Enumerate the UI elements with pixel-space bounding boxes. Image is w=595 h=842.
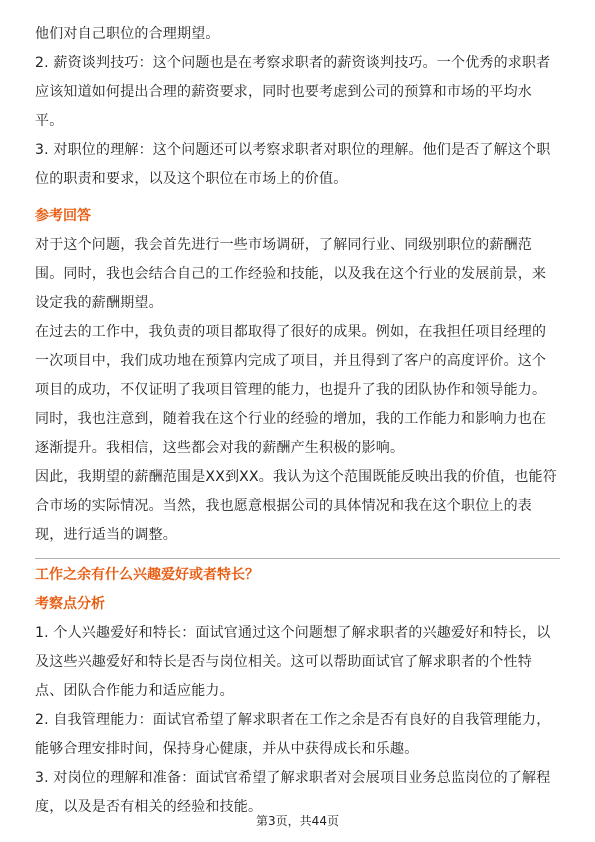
- question-title: 工作之余有什么兴趣爱好或者特长？: [35, 567, 259, 583]
- paragraph: 对于这个问题，我会首先进行一些市场调研，了解同行业、同级别职位的薪酬范围。同时，我也会结合自己的工作经验和技能，以及我在这个行业的发展前景，来设定我的薪酬期望。: [35, 237, 547, 311]
- analysis-heading: 考察点分析: [35, 596, 105, 612]
- paragraph: 3. 对岗位的理解和准备：面试官希望了解求职者对会展项目业务总监岗位的了解程度，以及是否有相关的经验和技能。: [35, 770, 551, 815]
- paragraph: 在过去的工作中，我负责的项目都取得了很好的成果。例如，在我担任项目经理的一次项目中，我们成功地在预算内完成了项目，并且得到了客户的高度评价。这个项目的成功，不仅证明了我项目管理的能力，也提升了我的团队协作和领导能力。同时，我也注意到，随着我在这个行业的经验的增加，我的工作能力和影响力也在逐渐提升。我相信，这些都会对我的薪酬产生积极的影响。: [35, 324, 547, 456]
- paragraph: 3. 对职位的理解：这个问题还可以考察求职者对职位的理解。他们是否了解这个职位的职责和要求，以及这个职位在市场上的价值。: [35, 142, 551, 187]
- reference-answer-body: [35, 231, 560, 550]
- paragraph: 2. 自我管理能力：面试官希望了解求职者在工作之余是否有良好的自我管理能力，能够合理安排时间，保持身心健康，并从中获得成长和乐趣。: [35, 712, 551, 757]
- section-divider: [35, 558, 560, 559]
- analysis-body: [35, 619, 560, 822]
- reference-answer-heading: 参考回答: [35, 208, 91, 224]
- document-page: [35, 20, 560, 822]
- paragraph: 他们对自己职位的合理期望。: [35, 26, 220, 42]
- previous-analysis-continuation: [35, 20, 560, 194]
- paragraph: 因此，我期望的薪酬范围是XX到XX。我认为这个范围既能反映出我的价值，也能符合市场的实际情况。当然，我也愿意根据公司的具体情况和我在这个职位上的表现，进行适当的调整。: [35, 469, 557, 543]
- paragraph: 1. 个人兴趣爱好和特长：面试官通过这个问题想了解求职者的兴趣爱好和特长，以及这些兴趣爱好和特长是否与岗位相关。这可以帮助面试官了解求职者的个性特点、团队合作能力和适应能力。: [35, 625, 551, 699]
- paragraph: 2. 薪资谈判技巧：这个问题也是在考察求职者的薪资谈判技巧。一个优秀的求职者应该知道如何提出合理的薪资要求，同时也要考虑到公司的预算和市场的平均水平。: [35, 55, 551, 129]
- page-footer: 第3页，共44页: [256, 814, 339, 828]
